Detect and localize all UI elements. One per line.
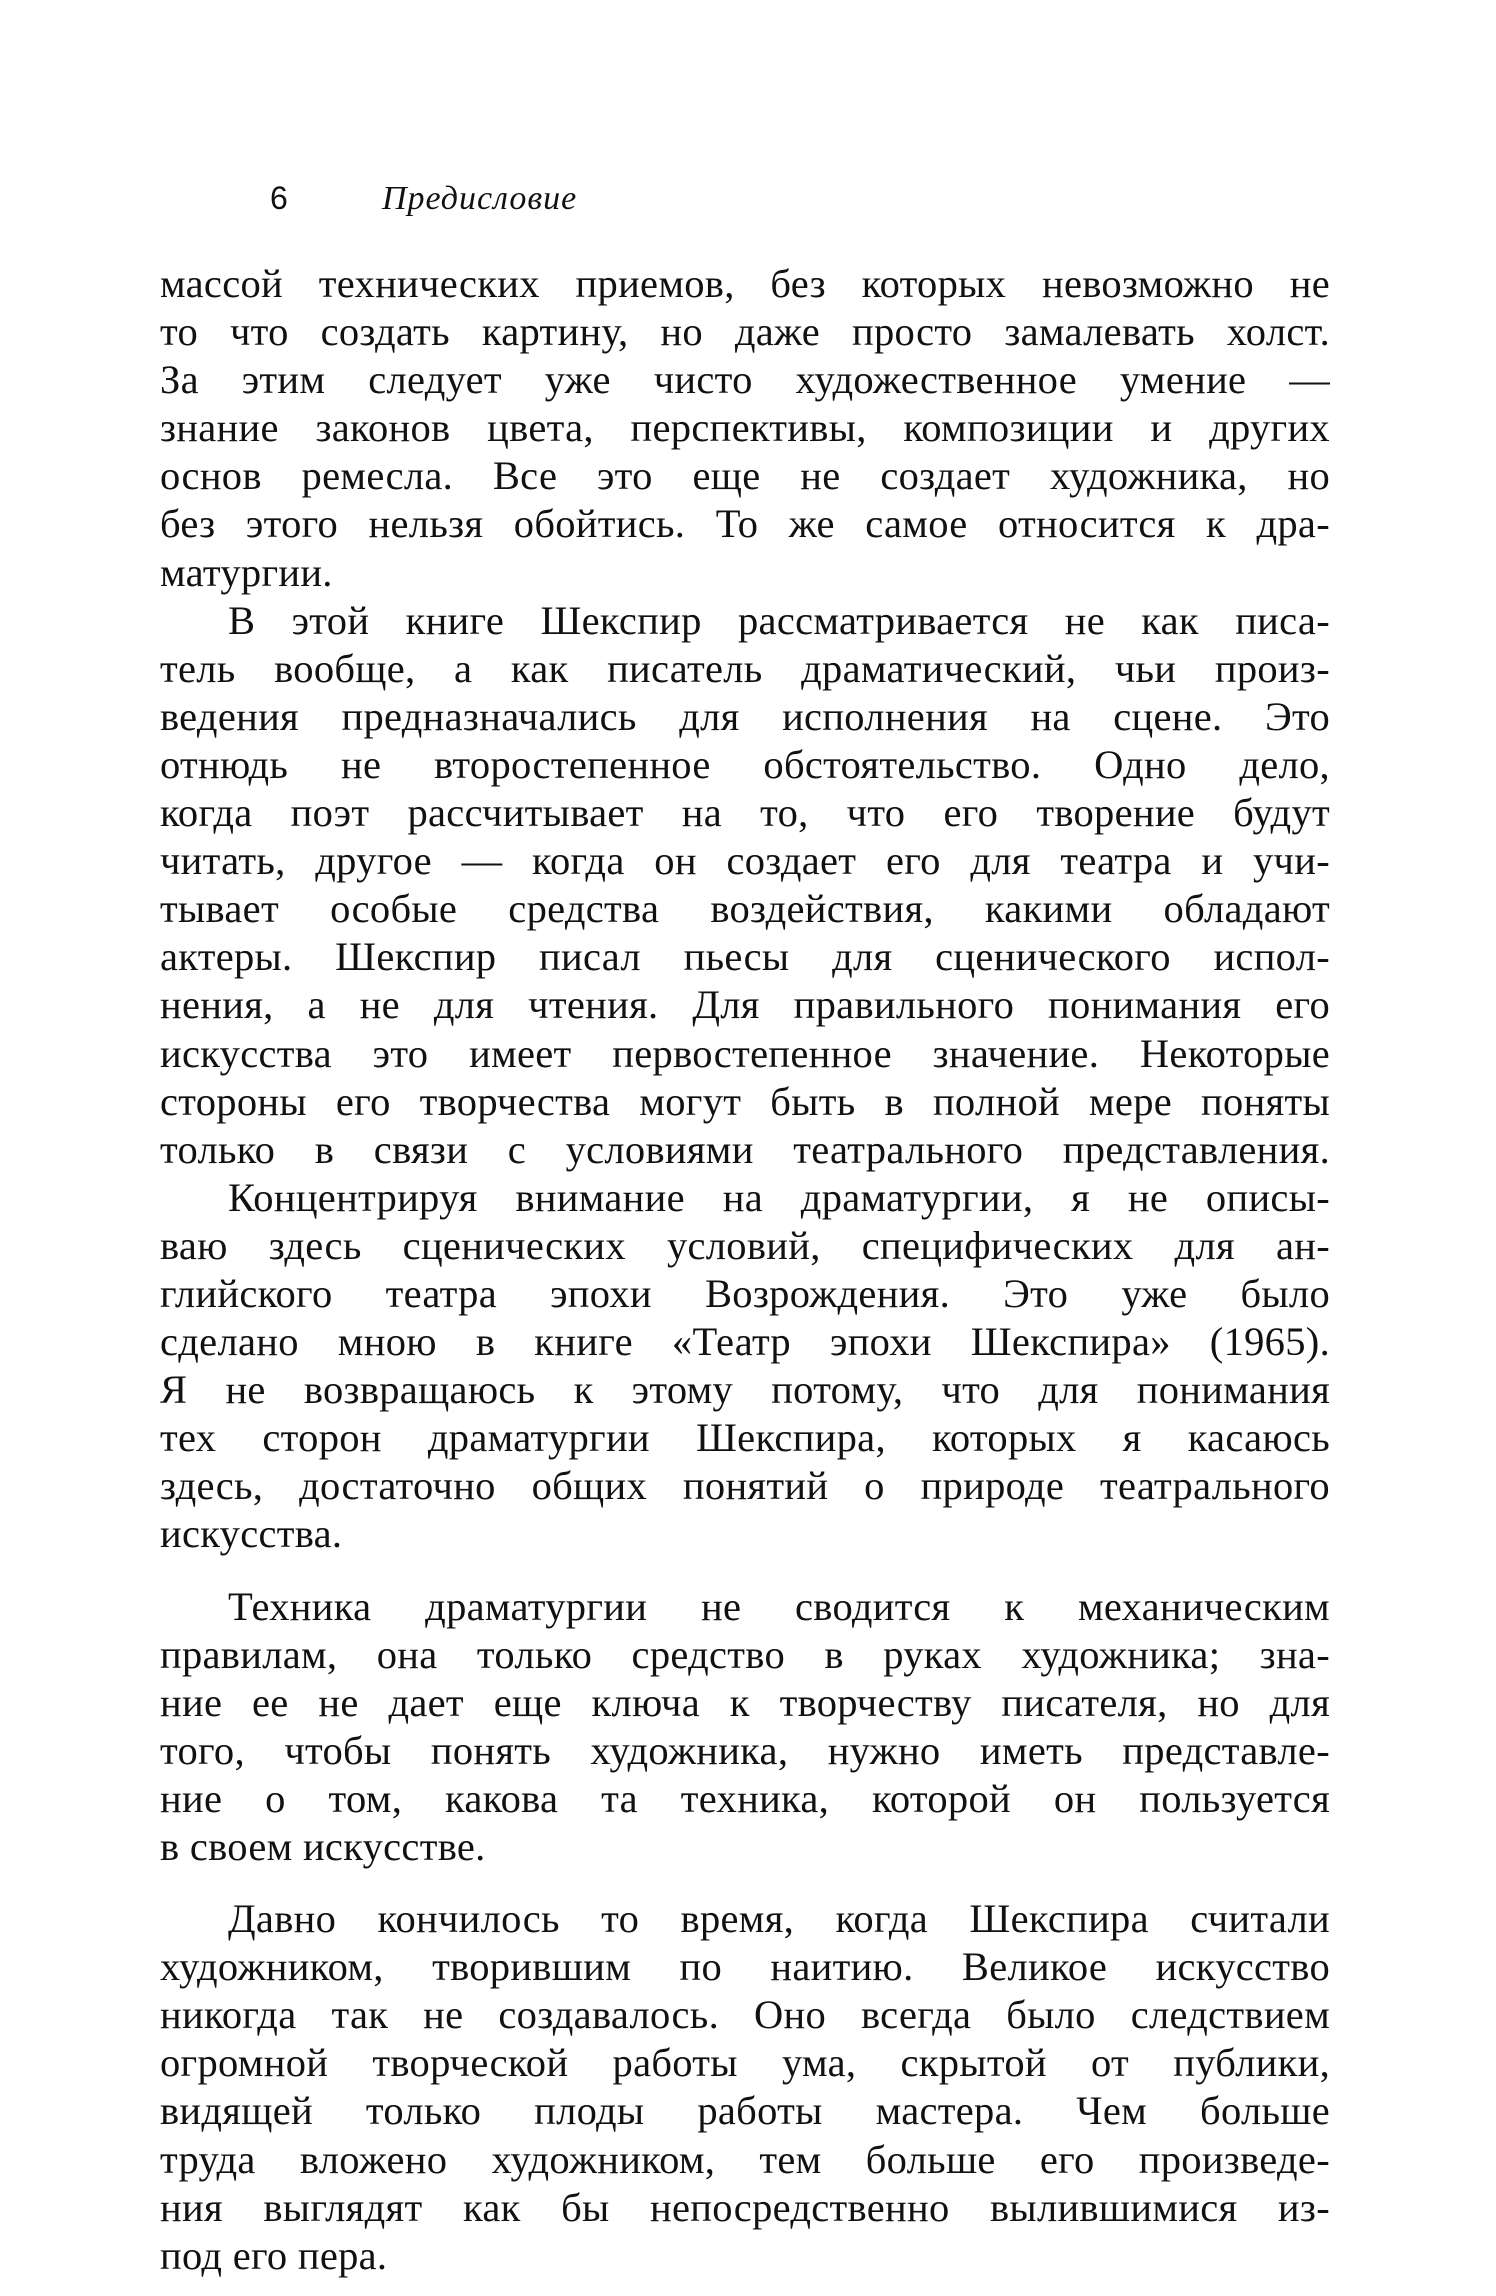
text-line: в своем искусстве. <box>160 1824 486 1869</box>
running-head <box>160 180 1330 236</box>
text-line: тель вообще, а как писатель драматический, чьи произ- <box>160 645 1330 691</box>
text-line: В этой книге Шекспир рассматривается не как писа- <box>228 597 1330 643</box>
text-line: ние ее не дает еще ключа к творчеству писателя, но для <box>160 1679 1330 1725</box>
text-line: то что создать картину, но даже просто замалевать холст. <box>160 309 1330 355</box>
text-line: когда поэт рассчитывает на то, что его творение будут <box>160 790 1330 836</box>
text-line: здесь, достаточно общих понятий о природе театрального <box>160 1463 1330 1509</box>
text-line: Давно кончилось то время, когда Шекспира считали <box>228 1896 1330 1942</box>
text-line: тывает особые средства воздействия, какими обладают <box>160 886 1330 932</box>
text-line: искусства. <box>160 1511 343 1557</box>
text-line: ведения предназначались для исполнения на сцене. Это <box>160 693 1330 739</box>
text-line: тех сторон драматургии Шекспира, которых я касаюсь <box>160 1415 1330 1461</box>
text-line: правилам, она только средство в руках художника; зна- <box>160 1631 1330 1677</box>
text-line: труда вложено художником, тем больше его произведе- <box>160 2136 1330 2182</box>
text-line: массой технических приемов, без которых невозможно не <box>160 261 1330 306</box>
text-line: только в связи с условиями театрального представления. <box>160 1126 1330 1172</box>
text-line: Техника драматургии не сводится к механическим <box>228 1583 1330 1629</box>
text-line: без этого нельзя обойтись. То же самое относится к дра- <box>160 501 1330 547</box>
text-line: художником, творившим по наитию. Великое искусство <box>160 1944 1330 1990</box>
text-line: ния выглядят как бы непосредственно вылившимися из- <box>160 2184 1330 2230</box>
text-line: искусства это имеет первостепенное значение. Некоторые <box>160 1030 1330 1076</box>
paragraph-2 <box>160 597 1330 1174</box>
body-text <box>160 260 1330 2280</box>
text-line: глийского театра эпохи Возрождения. Это уже было <box>160 1270 1330 1316</box>
text-line: Концентрируя внимание на драматургии, я не описы- <box>228 1174 1330 1220</box>
text-line: под его пера. <box>160 2232 388 2278</box>
text-line: нения, а не для чтения. Для правильного понимания его <box>160 982 1330 1028</box>
text-line: сделано мною в книге «Театр эпохи Шекспира» (1965). <box>160 1319 1330 1365</box>
paragraph-4 <box>160 1583 1330 1872</box>
text-line: ние о том, какова та техника, которой он пользуется <box>160 1775 1330 1821</box>
text-line: Я не возвращаюсь к этому потому, что для понимания <box>160 1367 1330 1413</box>
book-page <box>160 180 1330 2280</box>
text-line: огромной творческой работы ума, скрытой от публики, <box>160 2040 1330 2086</box>
text-line: стороны его творчества могут быть в полной мере поняты <box>160 1078 1330 1124</box>
paragraph-gap <box>160 1871 1330 1895</box>
text-line: ваю здесь сценических условий, специфических для ан- <box>160 1222 1330 1268</box>
paragraph-1 <box>160 260 1330 597</box>
text-line: знание законов цвета, перспективы, композиции и других <box>160 405 1330 451</box>
paragraph-gap <box>160 1559 1330 1583</box>
paragraph-5 <box>160 1895 1330 2280</box>
text-line: читать, другое — когда он создает его для театра и учи- <box>160 838 1330 884</box>
paragraph-3 <box>160 1174 1330 1559</box>
text-line: никогда так не создавалось. Оно всегда было следствием <box>160 1992 1330 2038</box>
text-line: основ ремесла. Все это еще не создает художника, но <box>160 453 1330 499</box>
text-line: актеры. Шекспир писал пьесы для сценического испол- <box>160 934 1330 980</box>
text-line: того, чтобы понять художника, нужно иметь представле- <box>160 1727 1330 1773</box>
section-title: Предисловие <box>382 180 578 217</box>
text-line: видящей только плоды работы мастера. Чем больше <box>160 2088 1330 2134</box>
text-line: отнюдь не второстепенное обстоятельство. Одно дело, <box>160 741 1330 787</box>
page-number: 6 <box>270 180 288 216</box>
text-line: матургии. <box>160 549 333 595</box>
text-line: За этим следует уже чисто художественное умение — <box>160 357 1330 403</box>
